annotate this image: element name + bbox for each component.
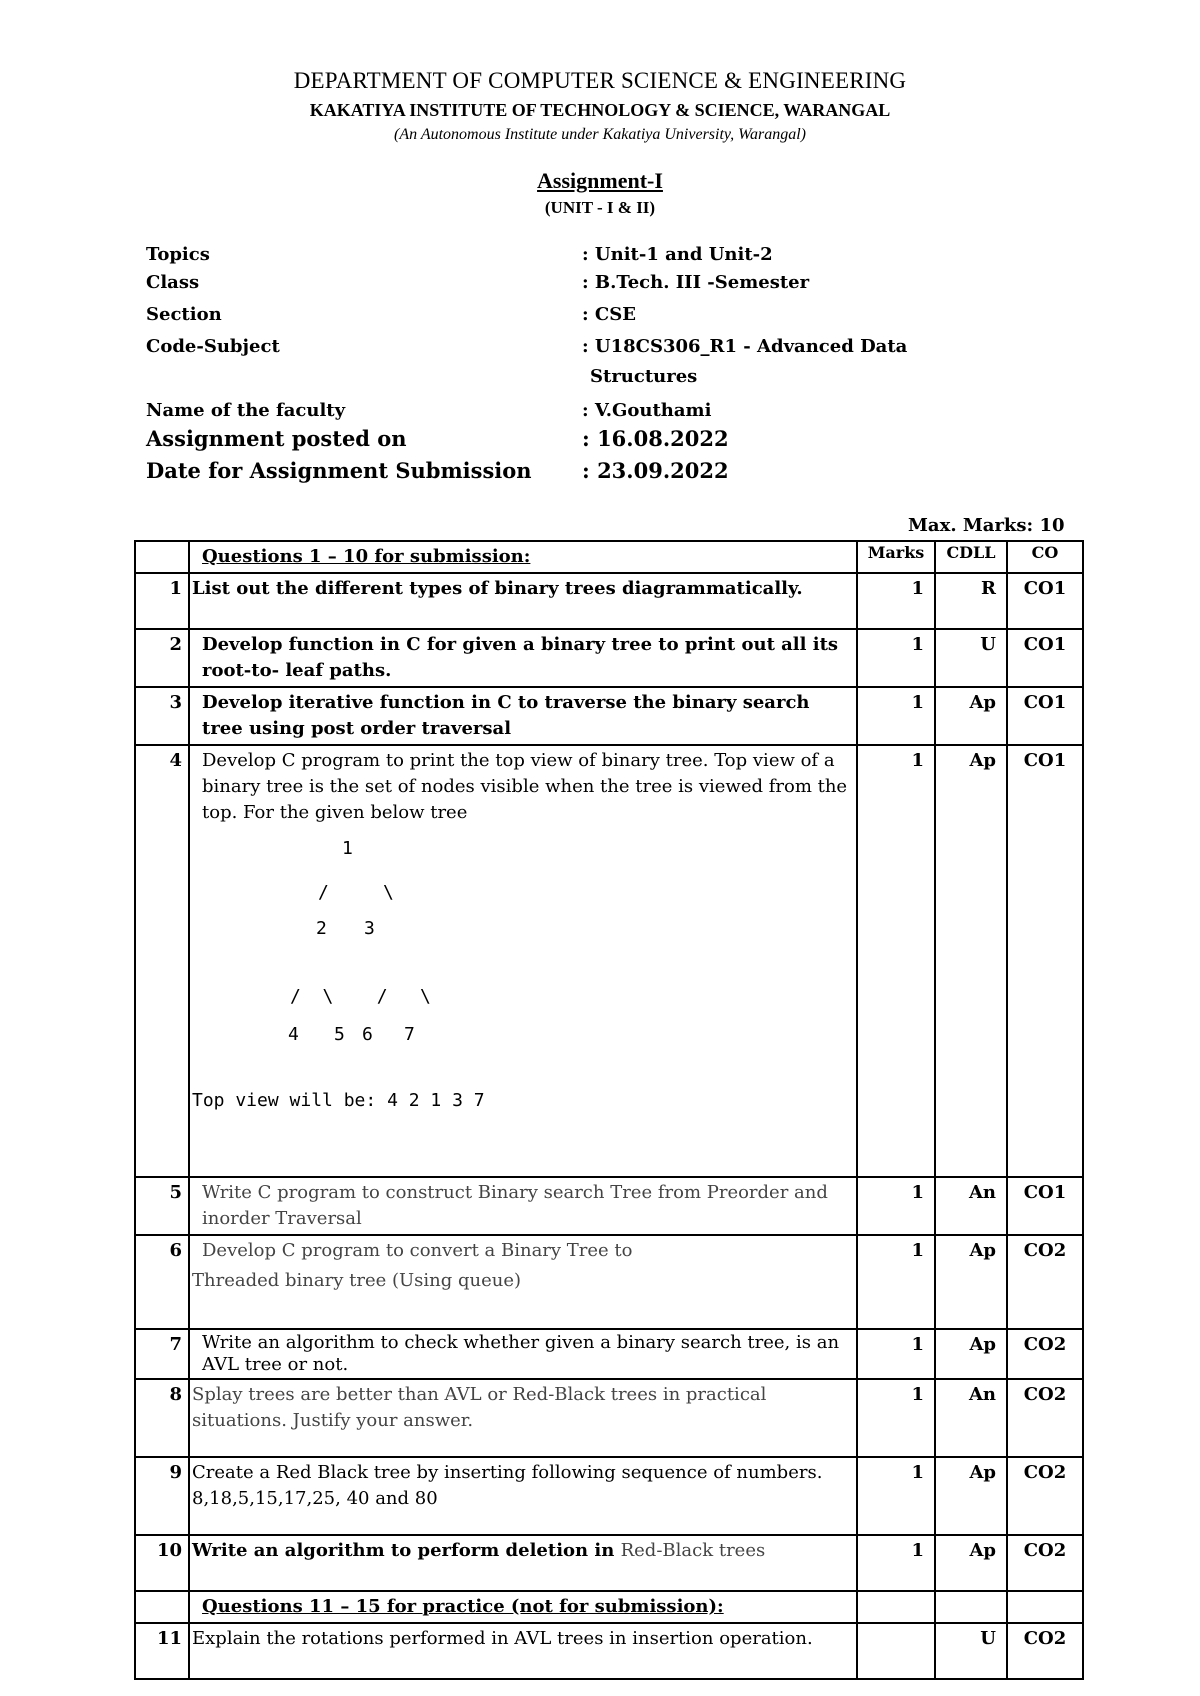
table-row (135, 573, 1083, 629)
q-marks: 1 (857, 745, 935, 1177)
class-label: Class (146, 272, 200, 293)
q-text-cell (189, 1235, 857, 1329)
q-cdll: Ap (935, 687, 1007, 745)
q-number: 1 (135, 573, 189, 629)
q-co: CO1 (1007, 687, 1083, 745)
faculty-value: : V.Gouthami (582, 400, 712, 421)
q-marks: 1 (857, 1457, 935, 1535)
col-cdll: CDLL (935, 541, 1007, 573)
q-number: 5 (135, 1177, 189, 1235)
q-text: Write an algorithm to perform deletion in (192, 1540, 621, 1561)
q-marks: 1 (857, 629, 935, 687)
topics-label: Topics (146, 244, 210, 265)
q-co: CO1 (1007, 1177, 1083, 1235)
q-co: CO1 (1007, 573, 1083, 629)
tree-edges-level1: / \ (318, 882, 394, 903)
code-subject-label: Code-Subject (146, 336, 280, 357)
tree-node: 4 (288, 1024, 299, 1045)
q-marks: 1 (857, 1535, 935, 1591)
q-text-cell (189, 1457, 857, 1535)
q-number: 8 (135, 1379, 189, 1457)
q-co: CO2 (1007, 1329, 1083, 1379)
tree-node: 1 (342, 838, 353, 859)
assignment-unit: (UNIT - I & II) (544, 198, 656, 217)
q-number: 6 (135, 1235, 189, 1329)
q-text: Develop C program to convert a Binary Tree to (202, 1240, 633, 1261)
q-co: CO1 (1007, 629, 1083, 687)
q-cdll: U (935, 1623, 1007, 1679)
q-cdll: An (935, 1177, 1007, 1235)
max-marks: Max. Marks: 10 (908, 515, 1065, 536)
table-row (135, 1379, 1083, 1457)
section-value: : CSE (582, 304, 636, 325)
q-marks: 1 (857, 1379, 935, 1457)
top-view-answer: Top view will be: 4 2 1 3 7 (192, 1090, 485, 1111)
section-label: Section (146, 304, 222, 325)
q-text: Develop iterative function in C to traverse the binary search tree using post order traversal (189, 687, 857, 745)
q-co: CO1 (1007, 745, 1083, 1177)
q-cdll: U (935, 629, 1007, 687)
posted-value: : 16.08.2022 (582, 426, 729, 451)
institute-name: KAKATIYA INSTITUTE OF TECHNOLOGY & SCIENCE, WARANGAL (309, 100, 891, 120)
tree-node: 6 (362, 1024, 373, 1045)
table-row (135, 629, 1083, 687)
questions-table (134, 540, 1084, 1680)
q-text: Write C program to construct Binary search Tree from Preorder and inorder Traversal (189, 1177, 857, 1235)
q-number: 11 (135, 1623, 189, 1679)
q-cdll: R (935, 573, 1007, 629)
q-co: CO2 (1007, 1235, 1083, 1329)
q-cdll: Ap (935, 1535, 1007, 1591)
q-co: CO2 (1007, 1535, 1083, 1591)
q-cdll: Ap (935, 1457, 1007, 1535)
submission-value: : 23.09.2022 (582, 458, 729, 483)
institute-subtitle: (An Autonomous Institute under Kakatiya University, Warangal) (394, 126, 806, 143)
tree-node: 5 (334, 1024, 345, 1045)
q-cdll: Ap (935, 1235, 1007, 1329)
q-text-cell (189, 745, 857, 1177)
binary-tree-figure (190, 826, 852, 1126)
q-text: Write an algorithm to check whether given a binary search tree, is an AVL tree or not. (189, 1329, 857, 1379)
q-marks: 1 (857, 687, 935, 745)
practice-header-row (135, 1591, 1083, 1623)
practice-header: Questions 11 – 15 for practice (not for submission): (189, 1591, 857, 1623)
submission-header: Questions 1 – 10 for submission: (189, 541, 857, 573)
q-number: 10 (135, 1535, 189, 1591)
table-header-row (135, 541, 1083, 573)
q-text: Develop function in C for given a binary tree to print out all its root-to- leaf paths. (189, 629, 857, 687)
q-text: List out the different types of binary trees diagrammatically. (189, 573, 857, 629)
code-subject-value: : U18CS306_R1 - Advanced Data (582, 336, 908, 357)
q-text: Create a Red Black tree by inserting following sequence of numbers. (192, 1462, 823, 1483)
table-row (135, 687, 1083, 745)
q-text: Explain the rotations performed in AVL trees in insertion operation. (189, 1623, 857, 1679)
assignment-title: Assignment-I (537, 168, 663, 193)
q-cdll: Ap (935, 1329, 1007, 1379)
q-number: 2 (135, 629, 189, 687)
q-text-cont: Threaded binary tree (Using queue) (192, 1270, 522, 1291)
col-marks: Marks (857, 541, 935, 573)
tree-edges-level2: / \ / \ (290, 986, 431, 1007)
q-number: 4 (135, 745, 189, 1177)
posted-label: Assignment posted on (146, 426, 407, 451)
table-row (135, 1235, 1083, 1329)
q-marks: 1 (857, 1329, 935, 1379)
submission-label: Date for Assignment Submission (146, 458, 532, 483)
q-number: 9 (135, 1457, 189, 1535)
table-row (135, 1623, 1083, 1679)
q-marks: 1 (857, 1235, 935, 1329)
q-marks: 1 (857, 573, 935, 629)
table-row (135, 1457, 1083, 1535)
q-text: Splay trees are better than AVL or Red-Black trees in practical situations. Justify your answer. (189, 1379, 857, 1457)
table-row (135, 1329, 1083, 1379)
q-cdll: Ap (935, 745, 1007, 1177)
q-text-cont: Red-Black trees (620, 1540, 766, 1561)
q-cdll: An (935, 1379, 1007, 1457)
q-number: 3 (135, 687, 189, 745)
q-co: CO2 (1007, 1379, 1083, 1457)
q-sequence: 8,18,5,15,17,25, 40 and 80 (192, 1488, 438, 1509)
col-co: CO (1007, 541, 1083, 573)
tree-node: 7 (404, 1024, 415, 1045)
q-text-cell (189, 1535, 857, 1591)
q-number: 7 (135, 1329, 189, 1379)
q-co: CO2 (1007, 1623, 1083, 1679)
table-row (135, 1177, 1083, 1235)
tree-node: 3 (364, 918, 375, 939)
topics-value: : Unit-1 and Unit-2 (582, 244, 773, 265)
table-row (135, 1535, 1083, 1591)
class-value: : B.Tech. III -Semester (582, 272, 810, 293)
department-title: DEPARTMENT OF COMPUTER SCIENCE & ENGINEERING (293, 68, 907, 93)
q-co: CO2 (1007, 1457, 1083, 1535)
q-text: Develop C program to print the top view of binary tree. Top view of a binary tree is the set of nodes visible when the tree is viewed from the top. For the given below tree (202, 750, 848, 823)
tree-node: 2 (316, 918, 327, 939)
faculty-label: Name of the faculty (146, 400, 346, 421)
table-row (135, 745, 1083, 1177)
code-subject-value-cont: Structures (590, 366, 698, 387)
q-marks: 1 (857, 1177, 935, 1235)
q-marks (857, 1623, 935, 1679)
